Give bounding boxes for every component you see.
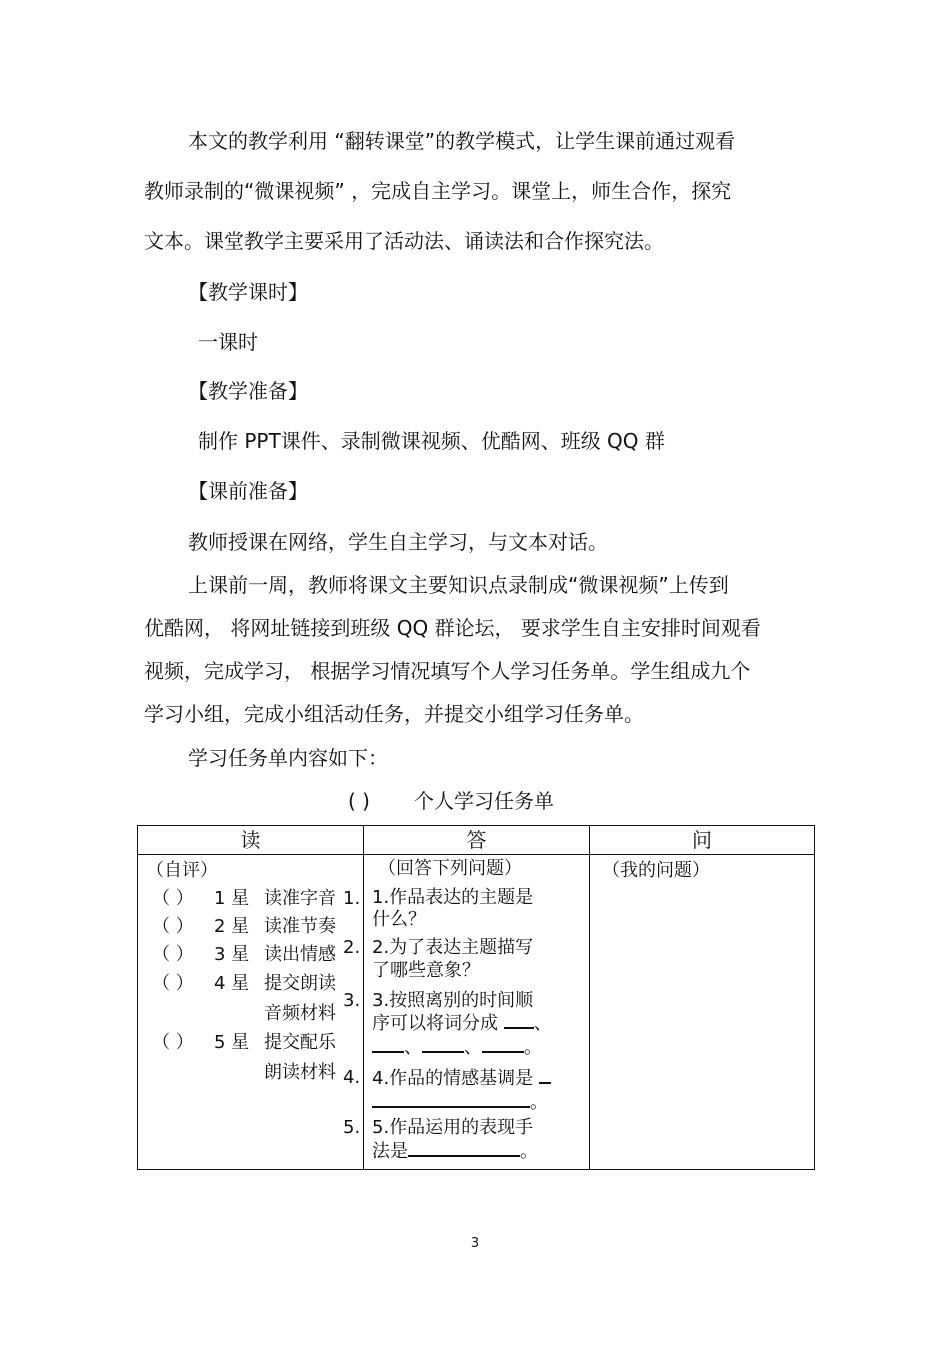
answer-blank-4[interactable]	[482, 1035, 524, 1053]
answer-sep-1: 、	[533, 1013, 552, 1034]
read-row-5-paren: （ ）	[152, 1032, 194, 1053]
answer-q5-line-1: 5.作品运用的表现手	[372, 1117, 534, 1138]
header-read: 读	[240, 828, 261, 852]
pre-class-line-3: 优酷网， 将网址链接到班级 QQ 群论坛， 要求学生自主安排时间观看	[144, 616, 761, 640]
answer-blank-1[interactable]	[504, 1011, 534, 1029]
answer-end-3: 。	[520, 1141, 538, 1162]
read-row-4-text-1: 提交朗读	[264, 973, 336, 994]
read-row-5-text-1: 提交配乐	[264, 1032, 336, 1053]
heading-teaching-prep: 【教学准备】	[188, 379, 308, 403]
task-list-intro: 学习任务单内容如下：	[188, 746, 388, 770]
answer-q3-line-1: 3.按照离别的时间顺	[372, 990, 534, 1011]
answer-q3-line-2	[372, 1011, 552, 1036]
answer-q1-line-1: 1.作品表达的主题是	[372, 887, 534, 908]
answer-sep-2: 、	[404, 1037, 422, 1058]
answer-blank-2[interactable]	[372, 1035, 404, 1053]
read-row-4-star: 4 星	[214, 973, 250, 994]
header-answer: 答	[466, 828, 487, 852]
title-text: 个人学习任务单	[413, 789, 554, 813]
answer-q4-text: 4.作品的情感基调是	[372, 1068, 534, 1089]
read-row-3-text: 读出情感	[264, 944, 336, 965]
answer-label: （回答下列问题）	[378, 858, 522, 879]
answer-q1-line-2: 什么？	[372, 909, 426, 930]
intro-line-2: 教师录制的“微课视频” ，完成自主学习。课堂上，师生合作，探究	[144, 179, 732, 203]
task-sheet-table	[137, 825, 815, 1170]
intro-line-1: 本文的教学利用 “翻转课堂”的教学模式，让学生课前通过观看	[188, 129, 736, 153]
task-sheet-title	[348, 788, 554, 814]
answer-sep-3: 、	[464, 1037, 482, 1058]
ask-label: （我的问题）	[602, 860, 710, 881]
read-row-1-text: 读准字音	[264, 888, 336, 909]
answer-q3-line-3	[372, 1035, 542, 1060]
teaching-prep: 制作 PPT课件、录制微课视频、优酷网、班级 QQ 群	[198, 429, 665, 453]
read-row-2-text: 读准节奏	[264, 916, 336, 937]
pre-class-line-5: 学习小组，完成小组活动任务，并提交小组学习任务单。	[144, 702, 644, 726]
answer-blank-3[interactable]	[422, 1035, 464, 1053]
teaching-hours: 一课时	[198, 330, 258, 354]
pre-class-line-4: 视频，完成学习， 根据学习情况填写个人学习任务单。学生组成九个	[144, 659, 751, 683]
read-row-4-text-2: 音频材料	[264, 1003, 336, 1024]
answer-q5-text: 法是	[372, 1141, 408, 1162]
answer-q2-line-2: 了哪些意象？	[372, 960, 480, 981]
answer-end-2: 。	[530, 1092, 548, 1113]
read-row-1-paren: （ ）	[152, 888, 194, 909]
page-number: 3	[470, 1236, 480, 1251]
pre-class-line-2: 上课前一周，教师将课文主要知识点录制成“微课视频”上传到	[188, 573, 729, 597]
answer-q3-text: 序可以将词分成	[372, 1013, 498, 1034]
title-paren: ( )	[348, 789, 370, 813]
heading-teaching-hours: 【教学课时】	[188, 280, 308, 304]
read-row-1-star: 1 星	[214, 888, 250, 909]
answer-q4-line-2	[372, 1090, 548, 1115]
answer-num-5: 5.	[343, 1117, 361, 1138]
answer-end-1: 。	[524, 1037, 542, 1058]
read-row-2-paren: （ ）	[152, 916, 194, 937]
read-row-3-paren: （ ）	[152, 944, 194, 965]
answer-num-1: 1.	[343, 888, 361, 909]
read-row-2-star: 2 星	[214, 916, 250, 937]
answer-q5-line-2	[372, 1139, 538, 1164]
read-row-5-text-2: 朗读材料	[264, 1062, 336, 1083]
answer-num-3: 3.	[343, 990, 361, 1011]
answer-q2-line-1: 2.为了表达主题描写	[372, 937, 534, 958]
read-row-5-star: 5 星	[214, 1032, 250, 1053]
pre-class-line-1: 教师授课在网络，学生自主学习，与文本对话。	[188, 530, 608, 554]
intro-line-3: 文本。课堂教学主要采用了活动法、诵读法和合作探究法。	[144, 229, 664, 253]
heading-pre-class: 【课前准备】	[188, 479, 308, 503]
read-row-3-star: 3 星	[214, 944, 250, 965]
read-row-4-paren: （ ）	[152, 973, 194, 994]
answer-num-4: 4.	[343, 1067, 361, 1088]
header-ask: 问	[692, 828, 712, 852]
answer-blank-5[interactable]	[372, 1090, 530, 1108]
read-self-eval-label: （自评）	[146, 860, 218, 881]
answer-blank-5a[interactable]	[539, 1066, 551, 1084]
answer-q4-line-1	[372, 1066, 551, 1091]
answer-blank-6[interactable]	[408, 1139, 520, 1157]
answer-num-2: 2.	[343, 937, 361, 958]
